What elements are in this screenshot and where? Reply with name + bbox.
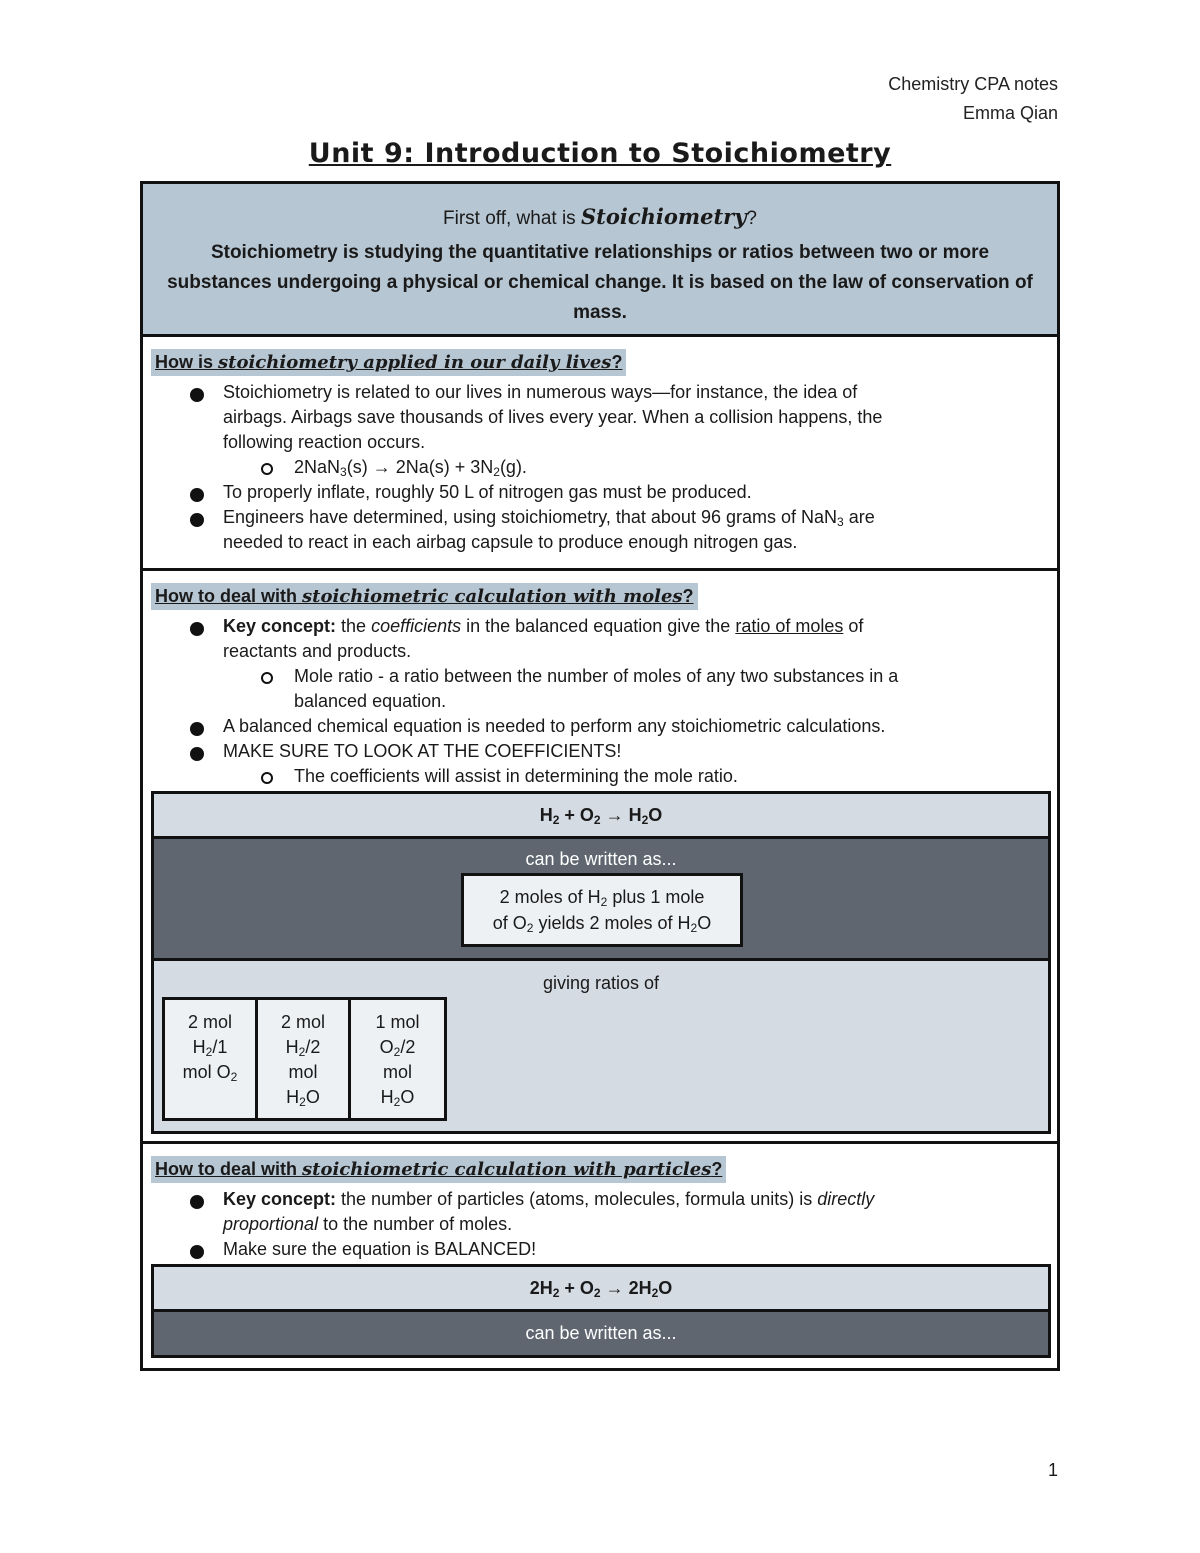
s2-b1-a: the: [336, 616, 372, 636]
s2-sub1-l1: Mole ratio - a ratio between the number of moles of any two substances in a: [294, 666, 899, 686]
r2-l2c: /2: [305, 1037, 321, 1057]
bullet-icon: [190, 1245, 204, 1259]
written-as-bar: can be written as...: [151, 1312, 1051, 1358]
definition-box: [143, 184, 1057, 337]
r2-l1: 2 mol: [280, 1012, 325, 1032]
s2-q-suffix: ?: [682, 586, 694, 606]
r2-l2a: H: [285, 1037, 299, 1057]
written-as-box: [461, 873, 743, 947]
s2-sub2: The coefficients will assist in determining the mole ratio.: [294, 766, 738, 786]
header-course: Chemistry CPA notes: [888, 74, 1058, 94]
s3-q-suffix: ?: [711, 1159, 723, 1179]
bullet-icon: [190, 388, 204, 402]
eq3-a: 2H: [529, 1278, 553, 1298]
s1-b3-c: are: [843, 507, 875, 527]
s1-r-c: (s) → 2Na(s) + 3N: [346, 457, 494, 477]
r2-l2: [258, 1035, 348, 1060]
definition-question-suffix: ?: [746, 208, 757, 229]
r1-l2b: 2: [205, 1045, 213, 1059]
s1-q-prefix: How is: [155, 352, 219, 372]
r1-l3: [165, 1060, 255, 1085]
s1-b3-l2: needed to react in each airbag capsule to produce enough nitrogen gas.: [223, 532, 798, 552]
r3-l4a: H: [380, 1087, 394, 1107]
s2-b3: MAKE SURE TO LOOK AT THE COEFFICIENTS!: [223, 741, 622, 761]
r3-l2b: 2: [393, 1045, 401, 1059]
s1-b2: To properly inflate, roughly 50 L of nitrogen gas must be produced.: [223, 482, 752, 502]
s3-b1-dir: directly: [817, 1189, 875, 1209]
section3-question: [151, 1156, 726, 1183]
r1-l2a: H: [192, 1037, 206, 1057]
s3-b1-a: the number of particles (atoms, molecules, formula units) is: [336, 1189, 818, 1209]
inner-line-2: [464, 910, 740, 936]
r3-l3: mol: [382, 1062, 412, 1082]
eq3-g: O: [658, 1278, 673, 1298]
in-2d: 2: [690, 921, 698, 935]
eq3-e: → 2H: [600, 1278, 652, 1298]
ratio-cell: [165, 1000, 258, 1118]
eq-b: 2: [552, 813, 560, 827]
bullet-icon: [190, 747, 204, 761]
circle-bullet-icon: [261, 463, 273, 475]
section1-question: [151, 349, 626, 376]
r3-l4c: O: [400, 1087, 415, 1107]
s3-b2: Make sure the equation is BALANCED!: [223, 1239, 537, 1259]
s2-key: Key concept:: [223, 616, 337, 636]
r3-l4: [351, 1085, 444, 1110]
r1-l3a: mol O: [182, 1062, 231, 1082]
s1-b1-l1: Stoichiometry is related to our lives in numerous ways—for instance, the idea of: [223, 382, 858, 402]
in-1a: 2 moles of H: [499, 887, 601, 907]
ratio-cell: [351, 1000, 444, 1118]
bullet-icon: [190, 513, 204, 527]
s2-b1-b: in the balanced equation give the: [461, 616, 736, 636]
s2-b2: A balanced chemical equation is needed to perform any stoichiometric calculations.: [223, 716, 886, 736]
giving-ratios-label: giving ratios of: [542, 973, 660, 993]
s3-b1-l2b: to the number of moles.: [318, 1214, 513, 1234]
r3-l2: [351, 1035, 444, 1060]
r2-l2b: 2: [298, 1045, 306, 1059]
notes-table: [140, 181, 1060, 1371]
r2-l4a: H: [286, 1087, 300, 1107]
page-title: Unit 9: Introduction to Stoichiometry: [308, 138, 892, 169]
eq-c: + O: [559, 805, 594, 825]
s2-b1-l2: reactants and products.: [223, 641, 412, 661]
in-1c: plus 1 mole: [607, 887, 705, 907]
eq3-d: 2: [593, 1286, 601, 1300]
r1-l2c: /1: [212, 1037, 228, 1057]
header-author: Emma Qian: [962, 103, 1058, 123]
s3-q-em: stoichiometric calculation with particles: [302, 1159, 712, 1180]
s1-r-a: 2NaN: [294, 457, 341, 477]
s1-b3-l1: [223, 505, 875, 530]
in-2a: of O: [492, 913, 527, 933]
s3-b1-l2a: proportional: [223, 1214, 319, 1234]
eq-d: 2: [593, 813, 601, 827]
eq-a: H: [539, 805, 553, 825]
r2-l3: mol: [288, 1062, 318, 1082]
r2-l4c: O: [305, 1087, 320, 1107]
written-as-panel: [151, 839, 1051, 961]
page-number: 1: [1047, 1460, 1058, 1480]
s3-q-prefix: How to deal with: [155, 1159, 302, 1179]
eq-e: → H: [600, 805, 642, 825]
r2-l4b: 2: [299, 1095, 306, 1109]
ratio-table: [162, 997, 447, 1121]
section-particles: [143, 1144, 1057, 1368]
circle-bullet-icon: [261, 772, 273, 784]
s3-b1-l2: [223, 1212, 512, 1237]
r1-l3b: 2: [230, 1070, 238, 1084]
r1-l2: [165, 1035, 255, 1060]
ratios-panel: [151, 961, 1051, 1134]
eq3-b: 2: [552, 1286, 560, 1300]
bullet-icon: [190, 722, 204, 736]
r3-l4b: 2: [393, 1095, 401, 1109]
s1-b3-b: 3: [837, 515, 844, 529]
eq3-c: + O: [559, 1278, 594, 1298]
r3-l1: 1 mol: [375, 1012, 420, 1032]
s2-b1-l1: [223, 614, 863, 639]
section-moles: [143, 571, 1057, 1144]
inner-line-1: [464, 884, 740, 910]
equation-bar: [151, 1264, 1051, 1312]
s1-reaction: [294, 455, 527, 480]
definition-text: Stoichiometry is studying the quantitative relationships or ratios between two or more substances undergoing a physical or chemical change. It is based on the law of conservation of mass.: [167, 242, 1033, 323]
s2-b1-coef: coefficients: [371, 616, 462, 636]
written-as-label: can be written as...: [525, 849, 677, 869]
eq-f: 2: [641, 813, 649, 827]
bullet-icon: [190, 1195, 204, 1209]
in-2e: O: [697, 913, 712, 933]
s1-b3-a: Engineers have determined, using stoichiometry, that about 96 grams of NaN: [223, 507, 837, 527]
r1-l1: 2 mol: [187, 1012, 232, 1032]
in-2c: yields 2 moles of H: [533, 913, 691, 933]
s1-r-e: (g).: [499, 457, 527, 477]
s2-sub1-l2: balanced equation.: [294, 691, 447, 711]
eq-g: O: [648, 805, 663, 825]
circle-bullet-icon: [261, 672, 273, 684]
s3-b1-l1: [223, 1187, 874, 1212]
s1-q-em: stoichiometry applied in our daily lives: [218, 352, 612, 373]
s1-r-d: 2: [493, 465, 500, 479]
s1-q-suffix: ?: [611, 352, 623, 372]
s1-b1-l3: following reaction occurs.: [223, 432, 426, 452]
r3-l2c: /2: [400, 1037, 416, 1057]
s2-b1-c: of: [843, 616, 864, 636]
r2-l4: [258, 1085, 348, 1110]
ratio-cell: [258, 1000, 351, 1118]
section2-question: [151, 583, 698, 610]
definition-question-prefix: First off, what is: [443, 208, 581, 229]
r3-l2a: O: [379, 1037, 394, 1057]
eq3-f: 2: [651, 1286, 659, 1300]
s2-q-prefix: How to deal with: [155, 586, 302, 606]
in-1b: 2: [600, 895, 608, 909]
s3-key: Key concept:: [223, 1189, 337, 1209]
equation-bar: [151, 791, 1051, 839]
s2-q-em: stoichiometric calculation with moles: [302, 586, 683, 607]
bullet-icon: [190, 622, 204, 636]
in-2b: 2: [526, 921, 534, 935]
definition-question: [143, 204, 1057, 230]
definition-term: Stoichiometry: [580, 204, 747, 229]
s1-r-b: 3: [340, 465, 347, 479]
bullet-icon: [190, 488, 204, 502]
section-daily-lives: [143, 337, 1057, 571]
s2-b1-ratio: ratio of moles: [735, 616, 844, 636]
s1-b1-l2: airbags. Airbags save thousands of lives every year. When a collision happens, the: [223, 407, 883, 427]
